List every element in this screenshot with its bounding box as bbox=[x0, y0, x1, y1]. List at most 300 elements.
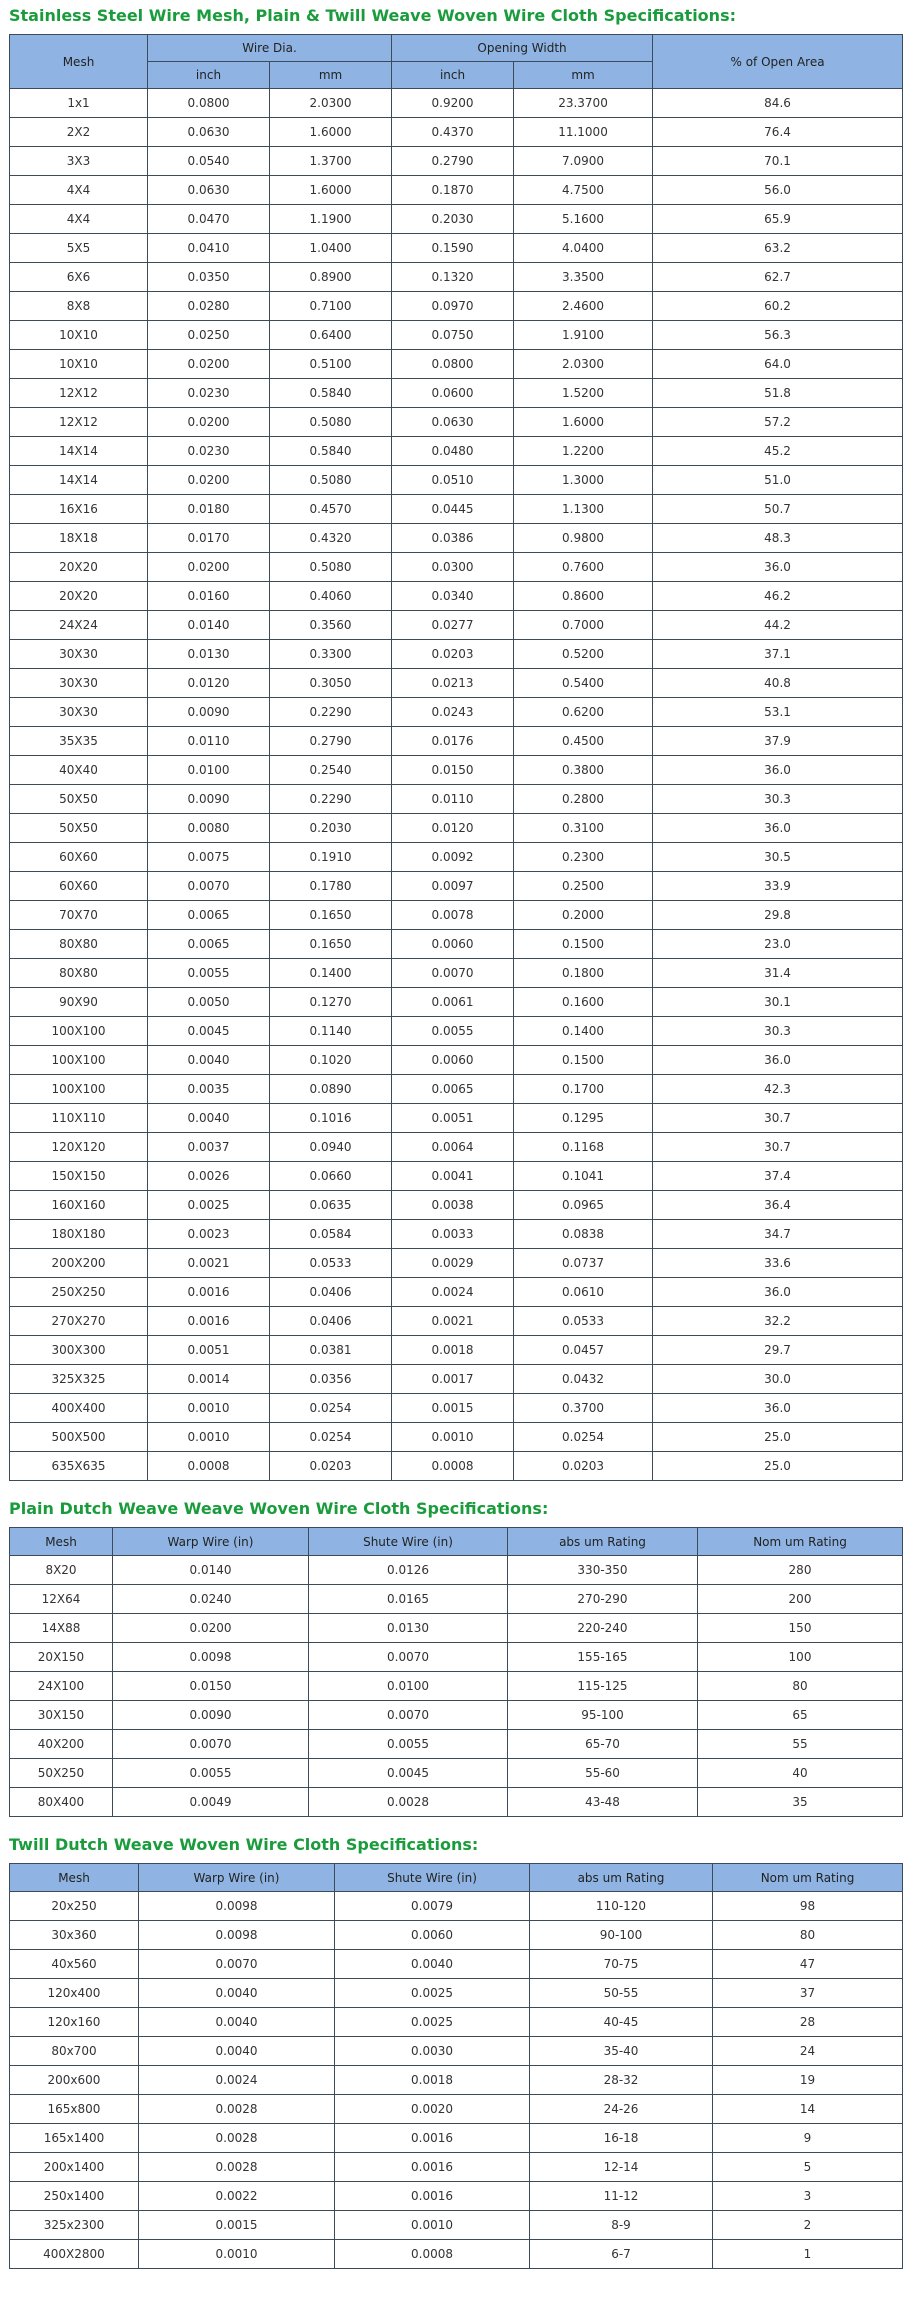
header-open-area: % of Open Area bbox=[653, 35, 903, 89]
table-cell: 0.0510 bbox=[392, 466, 514, 495]
table-cell: 34.7 bbox=[653, 1220, 903, 1249]
table-cell: 0.2540 bbox=[270, 756, 392, 785]
table-cell: 0.0014 bbox=[148, 1365, 270, 1394]
table-cell: 0.0165 bbox=[309, 1585, 508, 1614]
table-cell: 0.0037 bbox=[148, 1133, 270, 1162]
header-nom-rating: Nom um Rating bbox=[698, 1528, 903, 1556]
table-row bbox=[10, 379, 903, 408]
table-cell: 0.0120 bbox=[148, 669, 270, 698]
table-cell: 12X12 bbox=[10, 408, 148, 437]
section-title-stainless-steel: Stainless Steel Wire Mesh, Plain & Twill Weave Woven Wire Cloth Specifications: bbox=[9, 6, 736, 25]
table-cell: 0.0015 bbox=[139, 2211, 335, 2240]
table-cell: 0.1295 bbox=[514, 1104, 653, 1133]
table-row bbox=[10, 872, 903, 901]
table-cell: 0.0150 bbox=[392, 756, 514, 785]
table-cell: 0.0060 bbox=[335, 1921, 530, 1950]
table-row bbox=[10, 756, 903, 785]
table-row bbox=[10, 234, 903, 263]
table-cell: 0.0406 bbox=[270, 1278, 392, 1307]
table-cell: 100 bbox=[698, 1643, 903, 1672]
table-cell: 30.5 bbox=[653, 843, 903, 872]
plain-dutch-spec-table bbox=[9, 1527, 903, 1817]
table-cell: 0.0098 bbox=[139, 1921, 335, 1950]
table-cell: 0.0033 bbox=[392, 1220, 514, 1249]
table-row bbox=[10, 1017, 903, 1046]
table-row bbox=[10, 263, 903, 292]
table-cell: 0.0110 bbox=[392, 785, 514, 814]
table-cell: 0.0130 bbox=[148, 640, 270, 669]
table-cell: 1.3700 bbox=[270, 147, 392, 176]
table-cell: 65.9 bbox=[653, 205, 903, 234]
table-cell: 4.0400 bbox=[514, 234, 653, 263]
table-cell: 0.2030 bbox=[270, 814, 392, 843]
table-cell: 0.0090 bbox=[113, 1701, 309, 1730]
table-cell: 0.5840 bbox=[270, 379, 392, 408]
table-cell: 24X100 bbox=[10, 1672, 113, 1701]
table-cell: 35-40 bbox=[530, 2037, 713, 2066]
table-cell: 0.0386 bbox=[392, 524, 514, 553]
table-cell: 10X10 bbox=[10, 350, 148, 379]
header-shute-wire: Shute Wire (in) bbox=[309, 1528, 508, 1556]
header-abs-rating: abs um Rating bbox=[508, 1528, 698, 1556]
table-cell: 3 bbox=[713, 2182, 903, 2211]
table-cell: 14 bbox=[713, 2095, 903, 2124]
table-cell: 6X6 bbox=[10, 263, 148, 292]
table-cell: 0.0060 bbox=[392, 1046, 514, 1075]
table-row bbox=[10, 205, 903, 234]
table-cell: 0.0660 bbox=[270, 1162, 392, 1191]
table-cell: 0.0200 bbox=[113, 1614, 309, 1643]
table-cell: 57.2 bbox=[653, 408, 903, 437]
table-cell: 165x800 bbox=[10, 2095, 139, 2124]
table-cell: 3.3500 bbox=[514, 263, 653, 292]
table-cell: 36.4 bbox=[653, 1191, 903, 1220]
table-row bbox=[10, 1585, 903, 1614]
table-cell: 100X100 bbox=[10, 1075, 148, 1104]
table-cell: 37.4 bbox=[653, 1162, 903, 1191]
table-cell: 0.0445 bbox=[392, 495, 514, 524]
table-row bbox=[10, 1075, 903, 1104]
table-cell: 0.5100 bbox=[270, 350, 392, 379]
table-cell: 150X150 bbox=[10, 1162, 148, 1191]
stainless-steel-spec-table bbox=[9, 34, 903, 1481]
table-row bbox=[10, 437, 903, 466]
table-cell: 0.1650 bbox=[270, 930, 392, 959]
table-row bbox=[10, 2124, 903, 2153]
table-cell: 0.0610 bbox=[514, 1278, 653, 1307]
table-cell: 1x1 bbox=[10, 89, 148, 118]
table-cell: 0.0737 bbox=[514, 1249, 653, 1278]
table-row bbox=[10, 1394, 903, 1423]
table-cell: 56.3 bbox=[653, 321, 903, 350]
table-row bbox=[10, 495, 903, 524]
table-cell: 0.2500 bbox=[514, 872, 653, 901]
table-row bbox=[10, 321, 903, 350]
table-cell: 8X20 bbox=[10, 1556, 113, 1585]
table-cell: 200x600 bbox=[10, 2066, 139, 2095]
table-cell: 2 bbox=[713, 2211, 903, 2240]
table-cell: 0.4500 bbox=[514, 727, 653, 756]
table-row bbox=[10, 350, 903, 379]
table-cell: 36.0 bbox=[653, 1046, 903, 1075]
table-cell: 0.2290 bbox=[270, 785, 392, 814]
table-cell: 0.0100 bbox=[148, 756, 270, 785]
table-cell: 0.0070 bbox=[392, 959, 514, 988]
table-cell: 0.9800 bbox=[514, 524, 653, 553]
table-row bbox=[10, 727, 903, 756]
table-cell: 65 bbox=[698, 1701, 903, 1730]
table-cell: 0.0230 bbox=[148, 437, 270, 466]
section-spacer bbox=[9, 1481, 902, 1493]
table-row bbox=[10, 1307, 903, 1336]
table-cell: 500X500 bbox=[10, 1423, 148, 1452]
table-cell: 1.1300 bbox=[514, 495, 653, 524]
table-cell: 0.0029 bbox=[392, 1249, 514, 1278]
table-cell: 80X80 bbox=[10, 959, 148, 988]
table-cell: 0.0180 bbox=[148, 495, 270, 524]
table-cell: 0.4570 bbox=[270, 495, 392, 524]
table-cell: 0.0065 bbox=[148, 901, 270, 930]
table-cell: 0.0080 bbox=[148, 814, 270, 843]
table-row bbox=[10, 553, 903, 582]
table-row bbox=[10, 785, 903, 814]
table-cell: 0.0340 bbox=[392, 582, 514, 611]
table-cell: 330-350 bbox=[508, 1556, 698, 1585]
table-cell: 80X400 bbox=[10, 1788, 113, 1817]
table-cell: 0.0940 bbox=[270, 1133, 392, 1162]
table-cell: 300X300 bbox=[10, 1336, 148, 1365]
table-cell: 0.0016 bbox=[335, 2153, 530, 2182]
table-cell: 0.0010 bbox=[392, 1423, 514, 1452]
header-wire-dia: Wire Dia. bbox=[148, 35, 392, 62]
table-cell: 40.8 bbox=[653, 669, 903, 698]
table-cell: 0.8900 bbox=[270, 263, 392, 292]
table-cell: 0.0051 bbox=[392, 1104, 514, 1133]
table-cell: 110-120 bbox=[530, 1892, 713, 1921]
header-opening-inch: inch bbox=[392, 62, 514, 89]
table-cell: 250x1400 bbox=[10, 2182, 139, 2211]
table-cell: 400X2800 bbox=[10, 2240, 139, 2269]
table-row bbox=[10, 147, 903, 176]
table-cell: 20x250 bbox=[10, 1892, 139, 1921]
table-cell: 400X400 bbox=[10, 1394, 148, 1423]
table-cell: 60.2 bbox=[653, 292, 903, 321]
table-cell: 35 bbox=[698, 1788, 903, 1817]
table-cell: 0.3050 bbox=[270, 669, 392, 698]
table-cell: 0.0010 bbox=[335, 2211, 530, 2240]
table-row bbox=[10, 2066, 903, 2095]
table-cell: 0.0130 bbox=[309, 1614, 508, 1643]
header-mesh: Mesh bbox=[10, 1864, 139, 1892]
table-cell: 18X18 bbox=[10, 524, 148, 553]
header-warp-wire: Warp Wire (in) bbox=[113, 1528, 309, 1556]
table-cell: 0.0540 bbox=[148, 147, 270, 176]
table-row bbox=[10, 814, 903, 843]
table-cell: 80 bbox=[698, 1672, 903, 1701]
table-cell: 2.0300 bbox=[270, 89, 392, 118]
table-cell: 0.5400 bbox=[514, 669, 653, 698]
table-cell: 0.1800 bbox=[514, 959, 653, 988]
table-cell: 23.0 bbox=[653, 930, 903, 959]
table-cell: 0.0254 bbox=[270, 1394, 392, 1423]
table-cell: 3X3 bbox=[10, 147, 148, 176]
table-cell: 25.0 bbox=[653, 1423, 903, 1452]
table-cell: 1.3000 bbox=[514, 466, 653, 495]
table-cell: 60X60 bbox=[10, 872, 148, 901]
table-cell: 0.0064 bbox=[392, 1133, 514, 1162]
table-cell: 0.5080 bbox=[270, 553, 392, 582]
table-cell: 70.1 bbox=[653, 147, 903, 176]
table-cell: 0.1650 bbox=[270, 901, 392, 930]
table-cell: 0.0457 bbox=[514, 1336, 653, 1365]
table-row bbox=[10, 1759, 903, 1788]
table-cell: 0.0016 bbox=[335, 2124, 530, 2153]
table-cell: 0.0078 bbox=[392, 901, 514, 930]
table-row bbox=[10, 1701, 903, 1730]
table-cell: 42.3 bbox=[653, 1075, 903, 1104]
table-cell: 0.3300 bbox=[270, 640, 392, 669]
table-cell: 0.0040 bbox=[139, 1979, 335, 2008]
table-cell: 120x160 bbox=[10, 2008, 139, 2037]
table-cell: 0.0010 bbox=[148, 1423, 270, 1452]
table-cell: 0.1600 bbox=[514, 988, 653, 1017]
table-cell: 0.0140 bbox=[148, 611, 270, 640]
table-cell: 4X4 bbox=[10, 176, 148, 205]
table-cell: 0.0021 bbox=[392, 1307, 514, 1336]
table-cell: 0.3700 bbox=[514, 1394, 653, 1423]
table-cell: 33.6 bbox=[653, 1249, 903, 1278]
table-row bbox=[10, 1220, 903, 1249]
table-cell: 5 bbox=[713, 2153, 903, 2182]
table-cell: 0.0356 bbox=[270, 1365, 392, 1394]
table-cell: 0.1910 bbox=[270, 843, 392, 872]
table-cell: 0.0028 bbox=[139, 2095, 335, 2124]
table-row bbox=[10, 1452, 903, 1481]
table-cell: 0.0018 bbox=[392, 1336, 514, 1365]
table-cell: 60X60 bbox=[10, 843, 148, 872]
table-cell: 0.0230 bbox=[148, 379, 270, 408]
table-cell: 0.0970 bbox=[392, 292, 514, 321]
table-cell: 29.8 bbox=[653, 901, 903, 930]
section-title-plain-dutch: Plain Dutch Weave Weave Woven Wire Cloth Specifications: bbox=[9, 1499, 549, 1518]
table-row bbox=[10, 2211, 903, 2240]
table-cell: 98 bbox=[713, 1892, 903, 1921]
table-cell: 0.0038 bbox=[392, 1191, 514, 1220]
table-cell: 0.0170 bbox=[148, 524, 270, 553]
table-cell: 0.0021 bbox=[148, 1249, 270, 1278]
table-cell: 0.1780 bbox=[270, 872, 392, 901]
table-cell: 0.0890 bbox=[270, 1075, 392, 1104]
table-cell: 0.0965 bbox=[514, 1191, 653, 1220]
table-cell: 1.9100 bbox=[514, 321, 653, 350]
table-cell: 0.0277 bbox=[392, 611, 514, 640]
table-cell: 155-165 bbox=[508, 1643, 698, 1672]
table-cell: 0.1500 bbox=[514, 930, 653, 959]
table-cell: 0.1500 bbox=[514, 1046, 653, 1075]
table-cell: 30X30 bbox=[10, 698, 148, 727]
table-cell: 5.1600 bbox=[514, 205, 653, 234]
table-row bbox=[10, 1730, 903, 1759]
table-cell: 25.0 bbox=[653, 1452, 903, 1481]
table-row bbox=[10, 988, 903, 1017]
table-cell: 47 bbox=[713, 1950, 903, 1979]
table-cell: 24-26 bbox=[530, 2095, 713, 2124]
table-cell: 95-100 bbox=[508, 1701, 698, 1730]
table-row bbox=[10, 466, 903, 495]
table-cell: 1.0400 bbox=[270, 234, 392, 263]
table-cell: 30X150 bbox=[10, 1701, 113, 1730]
table-cell: 100X100 bbox=[10, 1046, 148, 1075]
header-warp-wire: Warp Wire (in) bbox=[139, 1864, 335, 1892]
table-cell: 12X64 bbox=[10, 1585, 113, 1614]
table-cell: 0.1320 bbox=[392, 263, 514, 292]
table-cell: 0.0040 bbox=[139, 2037, 335, 2066]
table-cell: 0.0243 bbox=[392, 698, 514, 727]
table-cell: 0.0065 bbox=[392, 1075, 514, 1104]
table-cell: 0.0480 bbox=[392, 437, 514, 466]
table-cell: 40X200 bbox=[10, 1730, 113, 1759]
table-cell: 0.0008 bbox=[148, 1452, 270, 1481]
table-cell: 220-240 bbox=[508, 1614, 698, 1643]
table-cell: 32.2 bbox=[653, 1307, 903, 1336]
table-cell: 0.9200 bbox=[392, 89, 514, 118]
table-cell: 12X12 bbox=[10, 379, 148, 408]
table-cell: 110X110 bbox=[10, 1104, 148, 1133]
table-cell: 0.5200 bbox=[514, 640, 653, 669]
table-cell: 0.0630 bbox=[148, 118, 270, 147]
table-cell: 0.0028 bbox=[139, 2153, 335, 2182]
table-cell: 0.0126 bbox=[309, 1556, 508, 1585]
table-cell: 0.0024 bbox=[139, 2066, 335, 2095]
table-cell: 0.0100 bbox=[309, 1672, 508, 1701]
table-row bbox=[10, 1950, 903, 1979]
header-wire-dia-inch: inch bbox=[148, 62, 270, 89]
header-nom-rating: Nom um Rating bbox=[713, 1864, 903, 1892]
table-cell: 635X635 bbox=[10, 1452, 148, 1481]
table-cell: 0.0300 bbox=[392, 553, 514, 582]
table-cell: 2.4600 bbox=[514, 292, 653, 321]
twill-dutch-spec-table bbox=[9, 1863, 903, 2269]
table-cell: 0.7000 bbox=[514, 611, 653, 640]
table-cell: 90X90 bbox=[10, 988, 148, 1017]
table-cell: 0.3800 bbox=[514, 756, 653, 785]
table-cell: 0.0040 bbox=[139, 2008, 335, 2037]
table-cell: 0.0838 bbox=[514, 1220, 653, 1249]
table-row bbox=[10, 118, 903, 147]
table-cell: 36.0 bbox=[653, 553, 903, 582]
table-cell: 0.3100 bbox=[514, 814, 653, 843]
table-cell: 0.0040 bbox=[148, 1104, 270, 1133]
table-cell: 0.0584 bbox=[270, 1220, 392, 1249]
table-cell: 0.0350 bbox=[148, 263, 270, 292]
table-cell: 70-75 bbox=[530, 1950, 713, 1979]
table-cell: 0.1270 bbox=[270, 988, 392, 1017]
table-cell: 0.1590 bbox=[392, 234, 514, 263]
table-cell: 180X180 bbox=[10, 1220, 148, 1249]
table-cell: 0.0240 bbox=[113, 1585, 309, 1614]
table-cell: 0.0026 bbox=[148, 1162, 270, 1191]
table-cell: 29.7 bbox=[653, 1336, 903, 1365]
table-row bbox=[10, 408, 903, 437]
table-cell: 0.0030 bbox=[335, 2037, 530, 2066]
table-cell: 36.0 bbox=[653, 756, 903, 785]
table-cell: 0.0203 bbox=[270, 1452, 392, 1481]
table-cell: 45.2 bbox=[653, 437, 903, 466]
table-cell: 44.2 bbox=[653, 611, 903, 640]
table-cell: 0.2300 bbox=[514, 843, 653, 872]
table-row bbox=[10, 843, 903, 872]
table-cell: 0.0406 bbox=[270, 1307, 392, 1336]
table-cell: 50X50 bbox=[10, 814, 148, 843]
header-mesh: Mesh bbox=[10, 35, 148, 89]
table-cell: 0.0010 bbox=[148, 1394, 270, 1423]
table-cell: 0.0035 bbox=[148, 1075, 270, 1104]
table-row bbox=[10, 959, 903, 988]
table-cell: 30.1 bbox=[653, 988, 903, 1017]
table-cell: 51.8 bbox=[653, 379, 903, 408]
table-cell: 0.0079 bbox=[335, 1892, 530, 1921]
table-cell: 0.2790 bbox=[392, 147, 514, 176]
table-cell: 0.4060 bbox=[270, 582, 392, 611]
table-cell: 0.2000 bbox=[514, 901, 653, 930]
table-cell: 1.1900 bbox=[270, 205, 392, 234]
table-cell: 0.0203 bbox=[392, 640, 514, 669]
table-cell: 30.0 bbox=[653, 1365, 903, 1394]
table-cell: 0.5080 bbox=[270, 466, 392, 495]
table-cell: 46.2 bbox=[653, 582, 903, 611]
table-cell: 0.1168 bbox=[514, 1133, 653, 1162]
table-cell: 53.1 bbox=[653, 698, 903, 727]
table-row bbox=[10, 698, 903, 727]
table-cell: 0.0630 bbox=[148, 176, 270, 205]
table-cell: 16X16 bbox=[10, 495, 148, 524]
table-cell: 0.0055 bbox=[113, 1759, 309, 1788]
table-cell: 37.1 bbox=[653, 640, 903, 669]
table-cell: 40-45 bbox=[530, 2008, 713, 2037]
table-cell: 0.1020 bbox=[270, 1046, 392, 1075]
header-opening-width: Opening Width bbox=[392, 35, 653, 62]
header-wire-dia-mm: mm bbox=[270, 62, 392, 89]
header-shute-wire: Shute Wire (in) bbox=[335, 1864, 530, 1892]
table-cell: 0.0025 bbox=[148, 1191, 270, 1220]
table-cell: 0.0017 bbox=[392, 1365, 514, 1394]
table-cell: 40 bbox=[698, 1759, 903, 1788]
table-cell: 0.0200 bbox=[148, 408, 270, 437]
table-cell: 0.2800 bbox=[514, 785, 653, 814]
table-cell: 0.5080 bbox=[270, 408, 392, 437]
table-cell: 35X35 bbox=[10, 727, 148, 756]
table-cell: 30X30 bbox=[10, 640, 148, 669]
table-cell: 0.0040 bbox=[148, 1046, 270, 1075]
table-cell: 0.0381 bbox=[270, 1336, 392, 1365]
table-cell: 30.7 bbox=[653, 1104, 903, 1133]
table-row bbox=[10, 1162, 903, 1191]
table-cell: 9 bbox=[713, 2124, 903, 2153]
table-cell: 30X30 bbox=[10, 669, 148, 698]
table-row bbox=[10, 1979, 903, 2008]
table-cell: 0.0022 bbox=[139, 2182, 335, 2211]
table-cell: 0.0045 bbox=[309, 1759, 508, 1788]
table-row bbox=[10, 1133, 903, 1162]
table-cell: 36.0 bbox=[653, 1394, 903, 1423]
table-row bbox=[10, 1336, 903, 1365]
table-cell: 200 bbox=[698, 1585, 903, 1614]
table-cell: 0.0213 bbox=[392, 669, 514, 698]
table-row bbox=[10, 1365, 903, 1394]
table-cell: 0.1700 bbox=[514, 1075, 653, 1104]
table-cell: 80 bbox=[713, 1921, 903, 1950]
table-row bbox=[10, 1614, 903, 1643]
